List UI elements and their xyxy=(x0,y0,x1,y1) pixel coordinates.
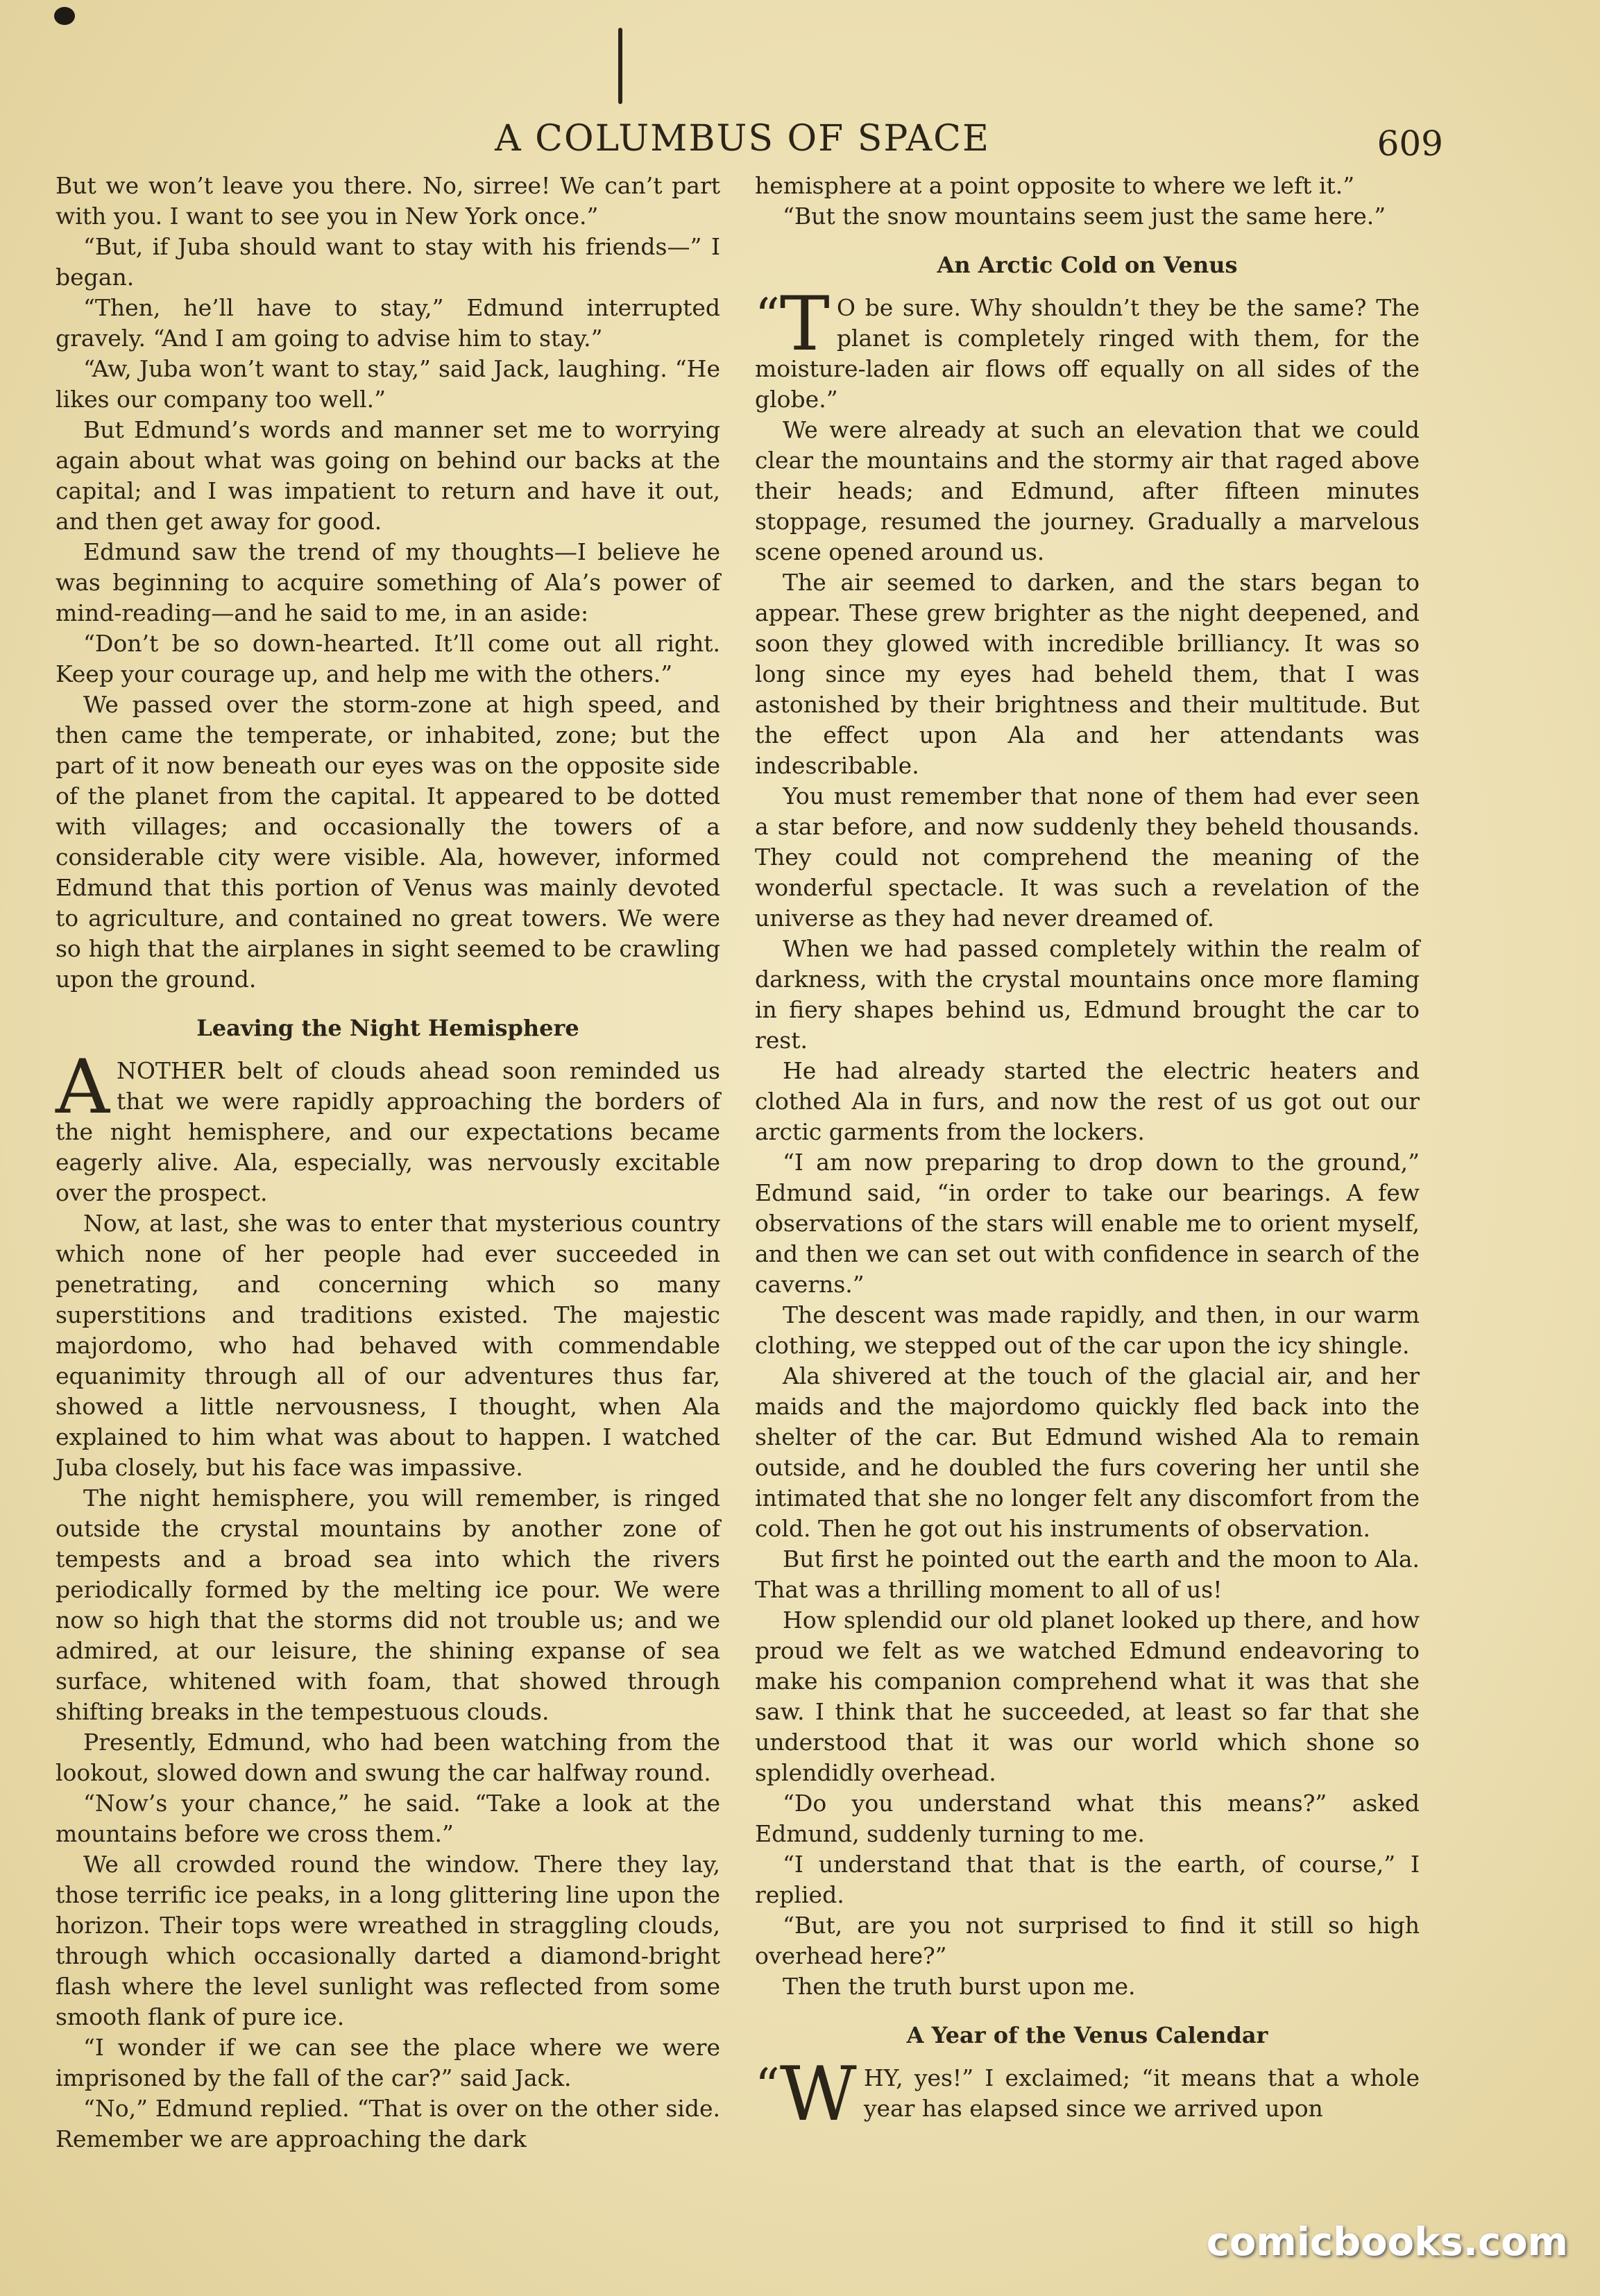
paragraph: Ala shivered at the touch of the glacial air, and her maids and the majordomo quickly fled back into the shelter of the car. But Edmund wished Ala to remain outside, and he doubled the furs covering her until she intimated that she no longer felt any discomfort from the cold. Then he got out his instruments of observation. xyxy=(755,1362,1420,1542)
paragraph: The air seemed to darken, and the stars began to appear. These grew brighter as the night deepened, and soon they glowed with incredible brilliancy. It was so long since my eyes had beheld them, that I was astonished by their brightness and their multitude. But the effect upon Ala and her attendants was indescribable. xyxy=(755,569,1420,779)
paragraph: “But, are you not surprised to find it still so high overhead here?” xyxy=(755,1912,1420,1969)
paragraph: “I am now preparing to drop down to the ground,” Edmund said, “in order to take our bearings. A few observations of the stars will enable me to orient myself, and then we can set out with confidence in search of the caverns.” xyxy=(755,1149,1420,1298)
paragraph: We passed over the storm-zone at high speed, and then came the temperate, or inhabited, zone; but the part of it now beneath our eyes was on the opposite side of the planet from the capital. It appeared to be dotted with villages; and occasionally the towers of a considerable city were visible. Ala, however, informed Edmund that this portion of Venus was mainly devoted to agriculture, and contained no great towers. We were so high that the airplanes in sight seemed to be crawling upon the ground. xyxy=(56,691,720,993)
paragraph: “I wonder if we can see the place where we were imprisoned by the fall of the car?” said Jack. xyxy=(56,2034,720,2091)
drop-cap-paragraph xyxy=(56,1044,720,1208)
paragraph: “Do you understand what this means?” asked Edmund, suddenly turning to me. xyxy=(755,1790,1420,1847)
paragraph: Then the truth burst upon me. xyxy=(783,1973,1136,2000)
page-number: 609 xyxy=(1377,123,1443,164)
paragraph: hemisphere at a point opposite to where we left it.” xyxy=(755,172,1355,199)
paragraph: But we won’t leave you there. No, sirree! We can’t part with you. I want to see you in New York once.” xyxy=(56,172,720,230)
ink-blot xyxy=(54,7,75,25)
paragraph: You must remember that none of them had ever seen a star before, and now suddenly they beheld thousands. They could not comprehend the meaning of the wonderful spectacle. It was such a revelation of the universe as they had never dreamed of. xyxy=(755,782,1420,932)
watermark-logo: comicbooks.com xyxy=(1206,2220,1568,2265)
right-column xyxy=(755,171,1420,2138)
drop-cap-letter: T xyxy=(779,281,830,368)
drop-cap xyxy=(755,2051,857,2138)
paragraph: He had already started the electric heaters and clothed Ala in furs, and now the rest of us got out our arctic garments from the lockers. xyxy=(755,1057,1420,1145)
drop-cap-letter: W xyxy=(779,2051,857,2138)
paragraph: “Don’t be so down-hearted. It’ll come out all right. Keep your courage up, and help me with the others.” xyxy=(56,630,720,687)
drop-quote-mark: “ xyxy=(755,2058,780,2115)
drop-cap xyxy=(755,281,830,368)
paragraph: Presently, Edmund, who had been watching from the lookout, slowed down and swung the car halfway round. xyxy=(56,1729,720,1786)
drop-quote-mark: “ xyxy=(755,288,780,345)
paragraph-text: O be sure. Why shouldn’t they be the same? The planet is completely ringed with them, for the moisture-laden air flows off equally on all sides of the globe.” xyxy=(755,294,1420,413)
left-column xyxy=(56,171,720,2154)
section-subhead: A Year of the Venus Calendar xyxy=(906,2022,1268,2048)
paragraph: “No,” Edmund replied. “That is over on the other side. Remember we are approaching the dark xyxy=(56,2095,720,2152)
paragraph: How splendid our old planet looked up there, and how proud we felt as we watched Edmund endeavoring to make his companion comprehend what it was that she saw. I think that he succeeded, at least so far that she understood that it was our world which shone so splendidly overhead. xyxy=(755,1607,1420,1786)
paragraph-text: HY, yes!” I exclaimed; “it means that a whole year has elapsed since we arrived upon xyxy=(863,2064,1420,2122)
paragraph: “Now’s your chance,” he said. “Take a look at the mountains before we cross them.” xyxy=(56,1790,720,1847)
paragraph: The descent was made rapidly, and then, in our warm clothing, we stepped out of the car upon the icy shingle. xyxy=(755,1301,1420,1359)
paragraph: When we had passed completely within the realm of darkness, with the crystal mountains once more flaming in fiery shapes behind us, Edmund brought the car to rest. xyxy=(755,935,1420,1054)
paragraph: But first he pointed out the earth and the moon to Ala. That was a thrilling moment to all of us! xyxy=(755,1545,1420,1603)
paragraph: The night hemisphere, you will remember, is ringed outside the crystal mountains by another zone of tempests and a broad sea into which the rivers periodically formed by the melting ice pour. We were now so high that the storms did not trouble us; and we admired, at our leisure, the shining expanse of sea surface, whitened with foam, that showed through shifting breaks in the tempestuous clouds. xyxy=(56,1484,720,1725)
paragraph: We all crowded round the window. There they lay, those terrific ice peaks, in a long glittering line upon the horizon. Their tops were wreathed in straggling clouds, through which occasionally darted a diamond-bright flash where the level sunlight was reflected from some smooth flank of pure ice. xyxy=(56,1851,720,2030)
section-subhead: Leaving the Night Hemisphere xyxy=(196,1015,579,1041)
paragraph: “Then, he’ll have to stay,” Edmund interrupted gravely. “And I am going to advise him to stay.” xyxy=(56,294,720,352)
drop-cap-paragraph xyxy=(755,2051,1420,2138)
paragraph: “Aw, Juba won’t want to stay,” said Jack, laughing. “He likes our company too well.” xyxy=(56,355,720,413)
page-crease xyxy=(618,28,622,104)
paragraph: “But, if Juba should want to stay with his friends—” I began. xyxy=(56,233,720,291)
paragraph: Now, at last, she was to enter that mysterious country which none of her people had ever succeeded in penetrating, and concerning which so many superstitions and traditions existed. The majestic majordomo, who had behaved with commendable equanimity through all of our adventures thus far, showed a little nervousness, I thought, when Ala explained to him what was about to happen. I watched Juba closely, but his face was impassive. xyxy=(56,1210,720,1481)
drop-cap-letter: A xyxy=(56,1044,110,1131)
section-subhead: An Arctic Cold on Venus xyxy=(937,252,1238,278)
drop-cap xyxy=(56,1044,110,1131)
paragraph: “But the snow mountains seem just the same here.” xyxy=(783,203,1386,230)
paragraph: But Edmund’s words and manner set me to worrying again about what was going on behind our backs at the capital; and I was impatient to return and have it out, and then get away for good. xyxy=(56,416,720,535)
paragraph-text: NOTHER belt of clouds ahead soon reminded us that we were rapidly approaching the borders of the night hemisphere, and our expectations became eagerly alive. Ala, especially, was nervously excitable over the prospect. xyxy=(56,1057,720,1206)
paragraph: We were already at such an elevation that we could clear the mountains and the stormy air that raged above their heads; and Edmund, after fifteen minutes stoppage, resumed the journey. Gradually a marvelous scene opened around us. xyxy=(755,416,1420,565)
paragraph: “I understand that that is the earth, of course,” I replied. xyxy=(755,1851,1420,1908)
paragraph: Edmund saw the trend of my thoughts—I believe he was beginning to acquire something of Ala’s power of mind-reading—and he said to me, in an aside: xyxy=(56,538,720,626)
running-header: A COLUMBUS OF SPACE xyxy=(495,118,990,160)
drop-cap-paragraph xyxy=(755,281,1420,415)
